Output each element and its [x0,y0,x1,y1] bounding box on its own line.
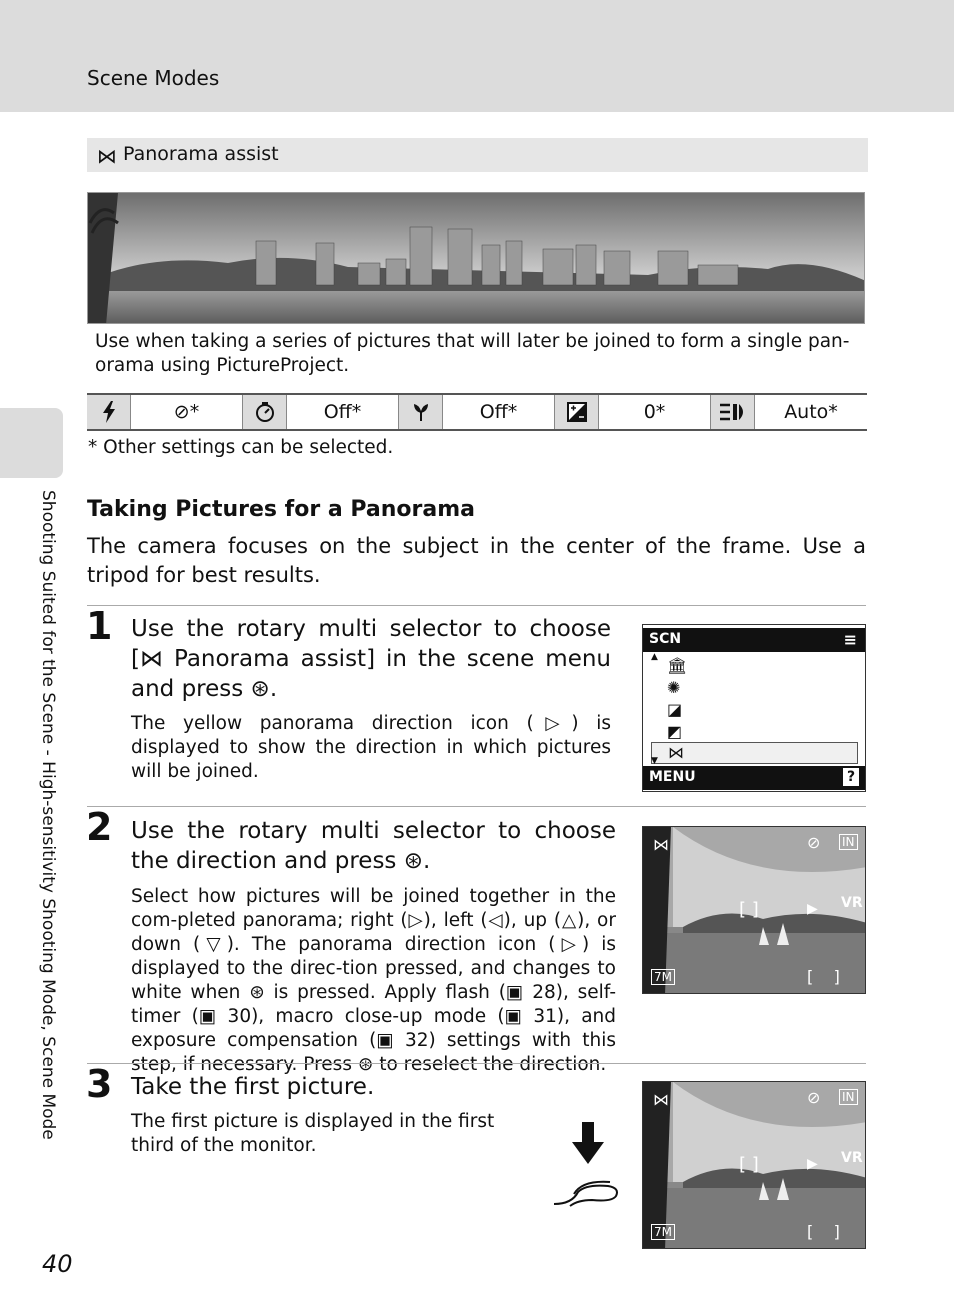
self-timer-value: Off* [287,395,399,429]
fireworks-icon: ✺ [667,678,681,697]
panorama-icon: ⋈ [668,743,684,762]
step-body [131,885,616,1075]
flash-off-icon: ⊘ [807,1088,821,1107]
menu-footer [643,766,865,790]
exposure-compensation-icon [555,395,599,429]
step-number: 2 [86,805,113,849]
sidebar-caption: Shooting Suited for the Scene - High-sensitivity Shooting Mode, Scene Mode [38,490,58,1140]
frame-counter-brackets: [ ] [807,967,840,986]
banner-label: Panorama assist [123,143,279,165]
scene-banner [87,138,868,172]
frame-counter-brackets: [ ] [807,1222,840,1241]
copy-icon: ◪ [667,700,683,719]
panorama-mode-icon: ⋈ [653,835,669,854]
panorama-photo [87,192,865,324]
flash-icon [87,395,131,429]
page-number: 40 [42,1250,73,1278]
step-body: The yellow panorama direction icon (▷) is displayed to show the direction in which pictures will be joined. [131,713,611,782]
scene-description: Use when taking a series of pictures that will later be joined to form a single pan-orama using PictureProject. [95,331,850,376]
header-band [0,0,954,112]
scroll-up-icon: ▲ [651,652,658,662]
step-body: The first picture is displayed in the first third of the monitor. [131,1111,495,1156]
scene-menu-label: SCN [649,631,682,647]
exposure-value: 0* [599,395,711,429]
panorama-icon: ⋈ [97,144,117,168]
divider [87,1063,866,1064]
divider [87,806,866,807]
museum-icon: 🏛 [667,656,688,675]
focus-brackets: [ ] [739,1154,759,1175]
menu-button-label: MENU [649,769,696,785]
step-body-text: Select how pictures will be joined together in the com-pleted panorama; right (▷), left (◁), up (△), or down (▽). The panorama direction icon (▷) is displayed to the direc-tion pressed, and changes to white when ⊛ is pressed. Apply flash (▣ 28), self-timer (▣ 30), macro close-up mode (▣ 31), and exposure compensation (▣ 32) settings with this step, if necessary. Press ⊛ to reselect the direction. [131,886,616,1075]
panorama-mode-icon: ⋈ [653,1090,669,1109]
section-heading: Taking Pictures for a Panorama [87,497,475,522]
shutter-press-icon [552,1120,624,1216]
vr-icon: VR [841,1150,863,1166]
section-title: Scene Modes [87,66,220,90]
help-icon: ? [843,768,859,786]
camera-monitor-screen-first-picture [642,1081,866,1249]
macro-icon [399,395,443,429]
menu-item-panorama-assist[interactable] [651,742,858,764]
focus-mode-icon [711,395,755,429]
divider [87,605,866,606]
step-number: 3 [86,1062,113,1106]
panorama-direction-icon: ▶ [807,1156,818,1172]
side-tab [0,408,63,478]
macro-value: Off* [443,395,555,429]
backlight-icon: ◩ [667,722,683,741]
self-timer-icon [243,395,287,429]
flash-value: ⊘* [131,395,243,429]
scroll-down-icon: ▼ [651,756,658,766]
internal-memory-icon: IN [839,834,858,850]
focus-value: Auto* [784,401,838,423]
focus-brackets: [ ] [739,899,759,920]
step-title: Use the rotary multi selector to choose [⋈ Panorama assist] in the scene menu and press ⊛. [131,616,611,702]
flash-off-icon: ⊘ [807,833,821,852]
image-mode-icon: 7M [651,1224,675,1240]
vr-icon: VR [841,895,863,911]
step-title: Use the rotary multi selector to choose the direction and press ⊛. [131,818,616,874]
internal-memory-icon: IN [839,1089,858,1105]
section-intro: The camera focuses on the subject in the center of the frame. Use a tripod for best results. [87,534,866,587]
camera-monitor-screen [642,826,866,994]
settings-footnote: * Other settings can be selected. [88,437,394,458]
scene-menu-screen [642,624,866,792]
step-title: Take the first picture. [131,1074,375,1100]
scroll-icon: ≡ [843,630,857,649]
default-settings-table [87,393,867,431]
step-number: 1 [86,604,113,648]
image-mode-icon: 7M [651,969,675,985]
panorama-direction-icon: ▶ [807,901,818,917]
menu-header [643,628,865,652]
